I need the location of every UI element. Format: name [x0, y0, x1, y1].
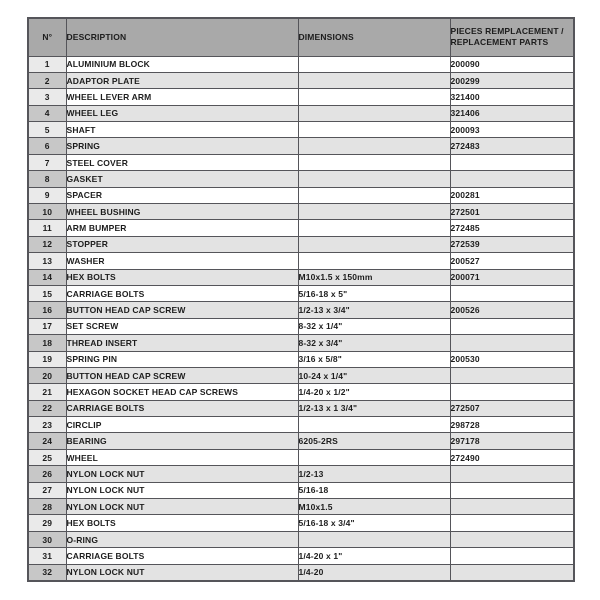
parts-cell: 272501: [450, 204, 574, 220]
description-cell: WHEEL BUSHING: [66, 204, 298, 220]
description-cell: O-RING: [66, 531, 298, 547]
table-row: [28, 466, 574, 482]
row-number-cell: 19: [28, 351, 66, 367]
parts-cell: 272490: [450, 449, 574, 465]
description-cell: NYLON LOCK NUT: [66, 466, 298, 482]
dimensions-cell: 6205-2RS: [298, 433, 450, 449]
description-cell: NYLON LOCK NUT: [66, 564, 298, 580]
dimensions-cell: 5/16-18 x 5": [298, 285, 450, 301]
description-cell: NYLON LOCK NUT: [66, 499, 298, 515]
row-number-cell: 18: [28, 335, 66, 351]
description-cell: CIRCLIP: [66, 417, 298, 433]
row-number-cell: 15: [28, 285, 66, 301]
dimensions-cell: [298, 122, 450, 138]
description-cell: GASKET: [66, 171, 298, 187]
row-number-cell: 13: [28, 253, 66, 269]
table-row: [28, 335, 574, 351]
dimensions-cell: 1/2-13: [298, 466, 450, 482]
table-row: [28, 269, 574, 285]
description-cell: WHEEL: [66, 449, 298, 465]
description-cell: BUTTON HEAD CAP SCREW: [66, 367, 298, 383]
table-row: [28, 105, 574, 121]
dimensions-cell: 3/16 x 5/8": [298, 351, 450, 367]
dimensions-cell: 1/4-20 x 1/2": [298, 384, 450, 400]
table-row: [28, 138, 574, 154]
table-row: [28, 417, 574, 433]
parts-cell: [450, 466, 574, 482]
dimensions-cell: [298, 253, 450, 269]
dimensions-cell: [298, 220, 450, 236]
description-cell: SPACER: [66, 187, 298, 203]
dimensions-cell: [298, 89, 450, 105]
row-number-cell: 24: [28, 433, 66, 449]
dimensions-cell: [298, 449, 450, 465]
table-row: [28, 72, 574, 88]
parts-cell: 200090: [450, 56, 574, 72]
description-cell: CARRIAGE BOLTS: [66, 548, 298, 564]
parts-cell: 272539: [450, 236, 574, 252]
dimensions-cell: 1/2-13 x 1 3/4": [298, 400, 450, 416]
parts-cell: [450, 335, 574, 351]
dimensions-cell: [298, 138, 450, 154]
parts-cell: 200093: [450, 122, 574, 138]
header-row: [28, 18, 574, 56]
parts-cell: [450, 285, 574, 301]
table-row: [28, 351, 574, 367]
row-number-cell: 14: [28, 269, 66, 285]
table-row: [28, 220, 574, 236]
row-number-cell: 32: [28, 564, 66, 580]
dimensions-cell: 8-32 x 1/4": [298, 318, 450, 334]
dimensions-cell: [298, 105, 450, 121]
parts-cell: [450, 548, 574, 564]
description-cell: SET SCREW: [66, 318, 298, 334]
row-number-cell: 3: [28, 89, 66, 105]
parts-cell: 200299: [450, 72, 574, 88]
row-number-cell: 17: [28, 318, 66, 334]
dimensions-cell: M10x1.5: [298, 499, 450, 515]
row-number-cell: 1: [28, 56, 66, 72]
parts-cell: [450, 318, 574, 334]
table-header: [28, 18, 574, 56]
row-number-cell: 2: [28, 72, 66, 88]
table-row: [28, 367, 574, 383]
row-number-cell: 30: [28, 531, 66, 547]
row-number-cell: 26: [28, 466, 66, 482]
row-number-cell: 12: [28, 236, 66, 252]
dimensions-cell: [298, 236, 450, 252]
parts-cell: 200530: [450, 351, 574, 367]
dimensions-cell: 8-32 x 3/4": [298, 335, 450, 351]
table-row: [28, 302, 574, 318]
description-cell: BUTTON HEAD CAP SCREW: [66, 302, 298, 318]
description-cell: ARM BUMPER: [66, 220, 298, 236]
row-number-cell: 25: [28, 449, 66, 465]
parts-cell: 200526: [450, 302, 574, 318]
parts-cell: 272485: [450, 220, 574, 236]
dimensions-cell: [298, 154, 450, 170]
table-row: [28, 253, 574, 269]
row-number-cell: 29: [28, 515, 66, 531]
description-cell: ALUMINIUM BLOCK: [66, 56, 298, 72]
row-number-cell: 6: [28, 138, 66, 154]
row-number-cell: 21: [28, 384, 66, 400]
parts-cell: [450, 154, 574, 170]
parts-cell: [450, 171, 574, 187]
table-row: [28, 531, 574, 547]
parts-cell: [450, 367, 574, 383]
dimensions-cell: [298, 204, 450, 220]
table-row: [28, 318, 574, 334]
column-header-number: N°: [28, 18, 66, 56]
table-row: [28, 56, 574, 72]
description-cell: SHAFT: [66, 122, 298, 138]
column-header-description: DESCRIPTION: [66, 18, 298, 56]
description-cell: WASHER: [66, 253, 298, 269]
row-number-cell: 27: [28, 482, 66, 498]
description-cell: SPRING: [66, 138, 298, 154]
row-number-cell: 28: [28, 499, 66, 515]
parts-cell: 321406: [450, 105, 574, 121]
parts-cell: [450, 499, 574, 515]
table-row: [28, 122, 574, 138]
description-cell: THREAD INSERT: [66, 335, 298, 351]
row-number-cell: 23: [28, 417, 66, 433]
table-row: [28, 89, 574, 105]
row-number-cell: 10: [28, 204, 66, 220]
dimensions-cell: [298, 531, 450, 547]
parts-cell: 200071: [450, 269, 574, 285]
table-row: [28, 187, 574, 203]
table-row: [28, 236, 574, 252]
dimensions-cell: [298, 187, 450, 203]
description-cell: WHEEL LEVER ARM: [66, 89, 298, 105]
description-cell: SPRING PIN: [66, 351, 298, 367]
row-number-cell: 5: [28, 122, 66, 138]
row-number-cell: 31: [28, 548, 66, 564]
dimensions-cell: [298, 56, 450, 72]
column-header-parts: PIECES REMPLACEMENT / REPLACEMENT PARTS: [450, 18, 574, 56]
table-row: [28, 204, 574, 220]
table-row: [28, 154, 574, 170]
parts-cell: 321400: [450, 89, 574, 105]
table-row: [28, 548, 574, 564]
dimensions-cell: 1/2-13 x 3/4": [298, 302, 450, 318]
dimensions-cell: 10-24 x 1/4": [298, 367, 450, 383]
parts-cell: 272507: [450, 400, 574, 416]
dimensions-cell: [298, 417, 450, 433]
table-row: [28, 482, 574, 498]
row-number-cell: 22: [28, 400, 66, 416]
description-cell: ADAPTOR PLATE: [66, 72, 298, 88]
parts-cell: 200281: [450, 187, 574, 203]
table-row: [28, 564, 574, 580]
replacement-parts-table: [27, 17, 575, 582]
parts-cell: [450, 384, 574, 400]
row-number-cell: 11: [28, 220, 66, 236]
description-cell: CARRIAGE BOLTS: [66, 285, 298, 301]
row-number-cell: 4: [28, 105, 66, 121]
table-row: [28, 449, 574, 465]
description-cell: HEX BOLTS: [66, 269, 298, 285]
row-number-cell: 20: [28, 367, 66, 383]
table-row: [28, 515, 574, 531]
description-cell: HEX BOLTS: [66, 515, 298, 531]
table-row: [28, 400, 574, 416]
description-cell: NYLON LOCK NUT: [66, 482, 298, 498]
dimensions-cell: 1/4-20 x 1": [298, 548, 450, 564]
description-cell: STOPPER: [66, 236, 298, 252]
description-cell: CARRIAGE BOLTS: [66, 400, 298, 416]
table-row: [28, 384, 574, 400]
description-cell: BEARING: [66, 433, 298, 449]
parts-cell: 297178: [450, 433, 574, 449]
description-cell: STEEL COVER: [66, 154, 298, 170]
table-row: [28, 171, 574, 187]
table-row: [28, 285, 574, 301]
parts-cell: 272483: [450, 138, 574, 154]
dimensions-cell: 5/16-18: [298, 482, 450, 498]
table-body: [28, 56, 574, 581]
dimensions-cell: M10x1.5 x 150mm: [298, 269, 450, 285]
row-number-cell: 7: [28, 154, 66, 170]
description-cell: HEXAGON SOCKET HEAD CAP SCREWS: [66, 384, 298, 400]
parts-cell: [450, 482, 574, 498]
dimensions-cell: 5/16-18 x 3/4": [298, 515, 450, 531]
row-number-cell: 8: [28, 171, 66, 187]
row-number-cell: 16: [28, 302, 66, 318]
table-row: [28, 433, 574, 449]
row-number-cell: 9: [28, 187, 66, 203]
description-cell: WHEEL LEG: [66, 105, 298, 121]
dimensions-cell: [298, 72, 450, 88]
parts-cell: 200527: [450, 253, 574, 269]
parts-cell: 298728: [450, 417, 574, 433]
parts-cell: [450, 564, 574, 580]
table-row: [28, 499, 574, 515]
dimensions-cell: 1/4-20: [298, 564, 450, 580]
parts-cell: [450, 515, 574, 531]
column-header-dimensions: DIMENSIONS: [298, 18, 450, 56]
dimensions-cell: [298, 171, 450, 187]
parts-cell: [450, 531, 574, 547]
